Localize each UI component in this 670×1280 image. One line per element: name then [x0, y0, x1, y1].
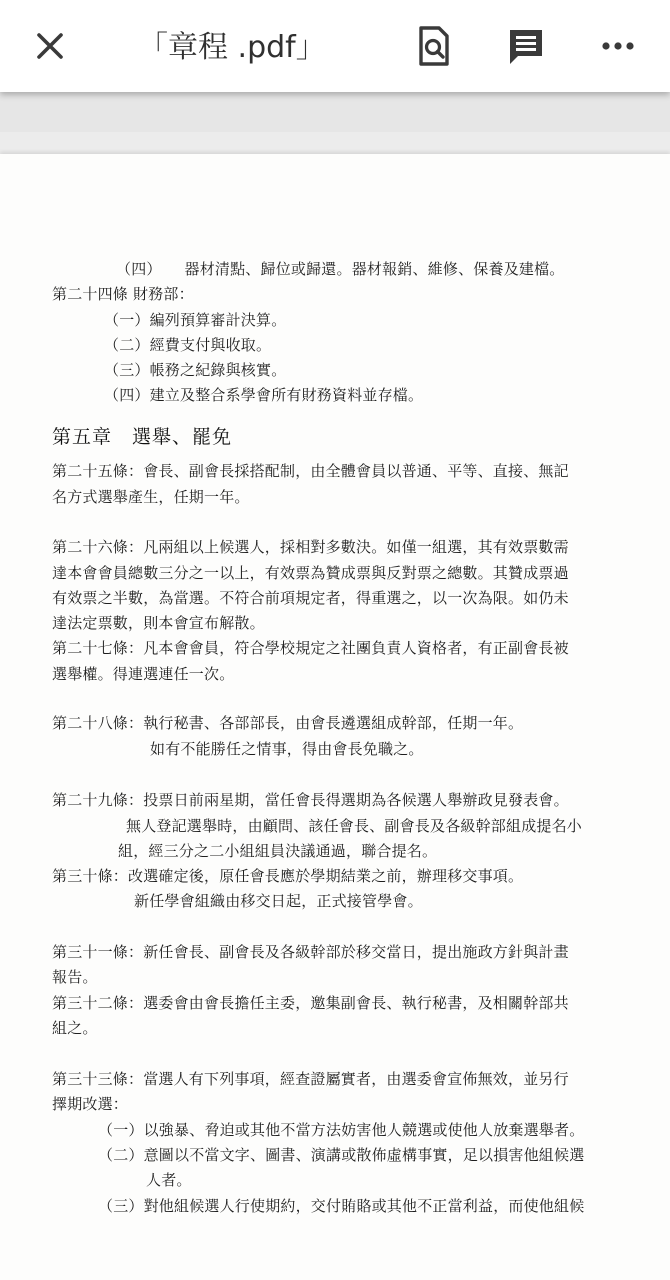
text-line: 第二十六條：凡兩組以上候選人，採相對多數決。如僅一組選，其有效票數需: [52, 538, 569, 556]
chapter-heading: 第五章 選舉、罷免: [52, 426, 233, 448]
list-item: （一）以強暴、脅迫或其他不當方法妨害他人競選或使他人放棄選舉者。: [98, 1121, 585, 1139]
list-item: （三）帳務之紀錄與核實。: [104, 361, 287, 379]
text-line: 第二十九條：投票日前兩星期，當任會長得選期為各候選人舉辦政見發表會。: [52, 791, 569, 809]
pdf-page[interactable]: [0, 154, 670, 1280]
search-document-icon[interactable]: [414, 24, 454, 68]
text-line: 第二十五條：會長、副會長採搭配制，由全體會員以普通、平等、直接、無記: [52, 462, 569, 480]
text-line: 達法定票數，則本會宣布解散。: [52, 614, 265, 632]
text-line: 組之。: [52, 1019, 98, 1037]
top-toolbar: [0, 0, 670, 92]
text-line: 擇期改選：: [52, 1095, 129, 1113]
text-line: 如有不能勝任之情事，得由會長免職之。: [150, 740, 424, 758]
list-item: （三）對他組候選人行使期約，交付賄賂或其他不正當利益，而使他組候: [98, 1197, 585, 1215]
text-line: 第二十八條：執行秘書、各部部長，由會長遴選組成幹部，任期一年。: [52, 714, 524, 732]
text-line: 無人登記選舉時，由顧問、該任會長、副會長及各級幹部組成提名小: [126, 817, 583, 835]
text-line: 報告。: [52, 968, 98, 986]
text-line: 組，經三分之二小組組員決議通過，聯合提名。: [118, 842, 438, 860]
text-line: 第三十三條：當選人有下列事項，經查證屬實者，由選委會宣佈無效，並另行: [52, 1070, 569, 1088]
text-line: 第二十七條：凡本會會員，符合學校規定之社團負責人資格者，有正副會長被: [52, 639, 569, 657]
text-line: 第三十二條：選委會由會長擔任主委，邀集副會長、執行秘書，及相關幹部共: [52, 994, 569, 1012]
list-item: （一）編列預算審計決算。: [104, 311, 287, 329]
comment-icon[interactable]: [506, 24, 546, 68]
text-line: 名方式選舉產生，任期一年。: [52, 488, 250, 506]
close-icon[interactable]: [30, 26, 70, 66]
text-line: 達本會會員總數三分之一以上，有效票為贊成票與反對票之總數。其贊成票過: [52, 564, 569, 582]
text-line: 選舉權。得連選連任一次。: [52, 665, 235, 683]
list-item: （二）意圖以不當文字、圖書、演講或散佈虛構事實，足以損害他組候選: [98, 1146, 585, 1164]
text-line: 新任學會組織由移交日起，正式接管學會。: [134, 892, 423, 910]
document-title: 「章程 .pdf」: [138, 30, 326, 65]
article-heading: 第二十四條 財務部：: [52, 285, 194, 303]
text-line: 第三十一條：新任會長、副會長及各級幹部於移交當日，提出施政方針與計畫: [52, 943, 569, 961]
text-line: 第三十條：改選確定後，原任會長應於學期結業之前，辦理移交事項。: [52, 867, 524, 885]
text-line: （四） 器材清點、歸位或歸還。器材報銷、維修、保養及建檔。: [116, 260, 565, 278]
list-item: （二）經費支付與收取。: [104, 336, 272, 354]
more-horizontal-icon[interactable]: [598, 24, 638, 68]
text-line: 有效票之半數，為當選。不符合前項規定者，得重選之，以一次為限。如仍未: [52, 589, 569, 607]
list-item: （四）建立及整合系學會所有財務資料並存檔。: [104, 386, 424, 404]
text-line: 人者。: [146, 1171, 192, 1189]
page-gap: [0, 92, 670, 132]
